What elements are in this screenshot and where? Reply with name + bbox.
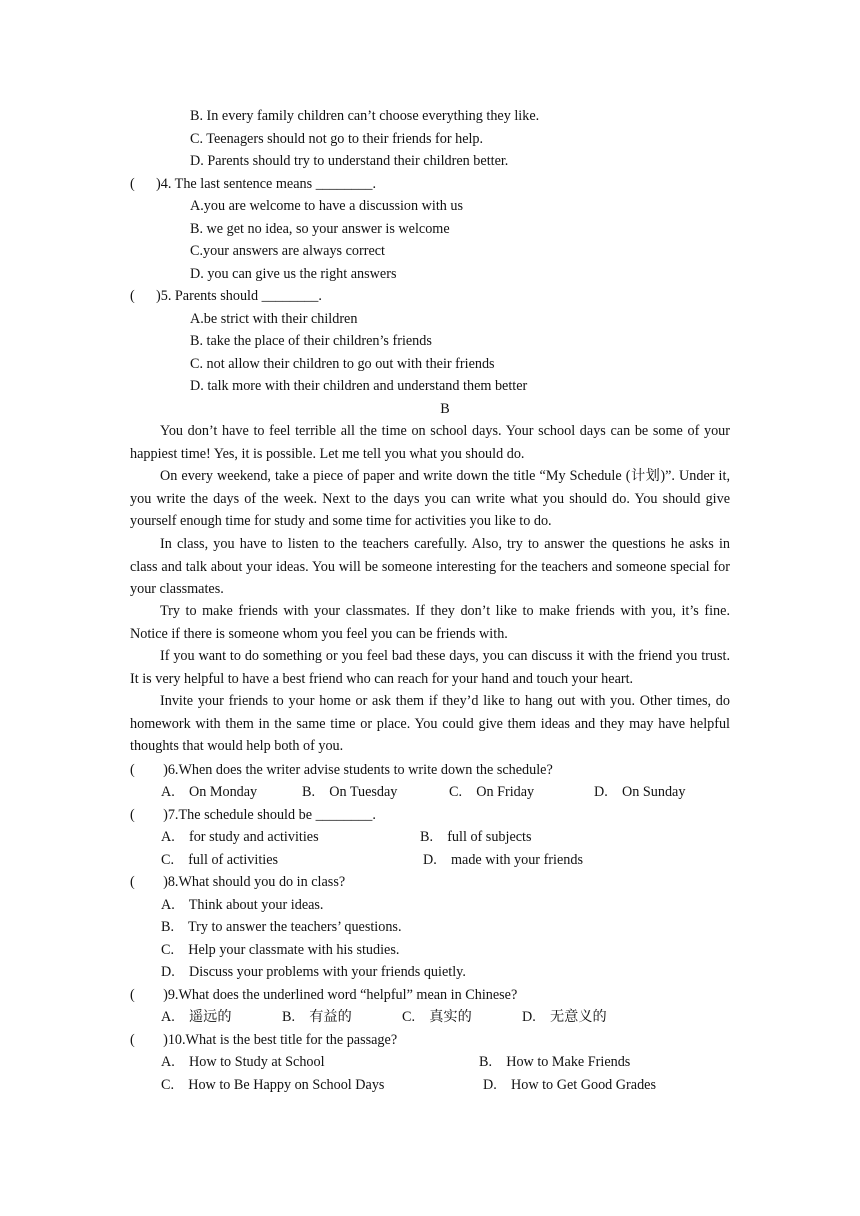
passage-paragraph-6: Invite your friends to your home or ask them if they’d like to hang out with you. Other times, do homework with them in the same time or place. You could give them ideas and they may have helpful thoughts that would help both of you.	[130, 693, 730, 755]
q4-option-c: C.your answers are always correct	[190, 243, 385, 259]
q4-option-d: D. you can give us the right answers	[190, 266, 397, 282]
q5-option-a: A.be strict with their children	[190, 311, 358, 327]
q6-option-d: D. On Sunday	[594, 784, 686, 800]
section-heading-b: B	[440, 401, 450, 417]
q9-option-b: B. 有益的	[282, 1009, 352, 1025]
q4-option-b: B. we get no idea, so your answer is welcome	[190, 221, 450, 237]
q9-option-c: C. 真实的	[402, 1009, 472, 1025]
q10-option-c: C. How to Be Happy on School Days	[161, 1077, 385, 1093]
q10-option-a: A. How to Study at School	[161, 1054, 325, 1070]
q7-option-a: A. for study and activities	[161, 829, 319, 845]
q8-option-c: C. Help your classmate with his studies.	[161, 942, 400, 958]
question-10: ( )10.What is the best title for the passage?	[130, 1032, 398, 1048]
q8-option-b: B. Try to answer the teachers’ questions.	[161, 919, 402, 935]
q8-option-d: D. Discuss your problems with your friends quietly.	[161, 964, 466, 980]
q7-option-d: D. made with your friends	[423, 852, 583, 868]
passage-paragraph-3: In class, you have to listen to the teachers carefully. Also, try to answer the questions he asks in class and talk about your ideas. You will be someone interesting for the teachers and someone special for your classmates.	[130, 536, 730, 598]
passage-paragraph-2: On every weekend, take a piece of paper and write down the title “My Schedule (计划)”. Under it, you write the days of the week. Next to the days you can write what you should do. You should give yourself enough time for study and some time for activities you like to do.	[130, 468, 730, 530]
q10-option-d: D. How to Get Good Grades	[483, 1077, 656, 1093]
q5-option-b: B. take the place of their children’s friends	[190, 333, 432, 349]
q7-option-b: B. full of subjects	[420, 829, 532, 845]
q3-option-b: B. In every family children can’t choose everything they like.	[190, 108, 540, 124]
question-6: ( )6.When does the writer advise students to write down the schedule?	[130, 762, 553, 778]
passage-paragraph-5: If you want to do something or you feel bad these days, you can discuss it with the friend you trust. It is very helpful to have a best friend who can reach for your hand and touch your heart.	[130, 648, 730, 687]
q3-option-c: C. Teenagers should not go to their friends for help.	[190, 131, 484, 147]
passage-paragraph-1: You don’t have to feel terrible all the time on school days. Your school days can be some of your happiest time! Yes, it is possible. Let me tell you what you should do.	[130, 423, 730, 462]
q4-option-a: A.you are welcome to have a discussion with us	[190, 198, 464, 214]
q10-option-b: B. How to Make Friends	[479, 1054, 631, 1070]
q3-option-d: D. Parents should try to understand their children better.	[190, 153, 509, 169]
q7-option-c: C. full of activities	[161, 852, 279, 868]
q5-option-d: D. talk more with their children and understand them better	[190, 378, 528, 394]
passage-paragraph-4: Try to make friends with your classmates. If they don’t like to make friends with you, it’s fine. Notice if there is someone whom you feel you can be friends with.	[130, 603, 730, 642]
q9-option-d: D. 无意义的	[522, 1009, 607, 1025]
q6-option-a: A. On Monday	[161, 784, 258, 800]
question-8: ( )8.What should you do in class?	[130, 874, 346, 890]
q6-option-c: C. On Friday	[449, 784, 535, 800]
q9-option-a: A. 遥远的	[161, 1009, 232, 1025]
q6-option-b: B. On Tuesday	[302, 784, 398, 800]
question-7: ( )7.The schedule should be ________.	[130, 807, 376, 823]
question-4: ( )4. The last sentence means ________.	[130, 176, 376, 192]
q5-option-c: C. not allow their children to go out with their friends	[190, 356, 495, 372]
question-9: ( )9.What does the underlined word “helpful” mean in Chinese?	[130, 987, 518, 1003]
question-5: ( )5. Parents should ________.	[130, 288, 322, 304]
q8-option-a: A. Think about your ideas.	[161, 897, 324, 913]
